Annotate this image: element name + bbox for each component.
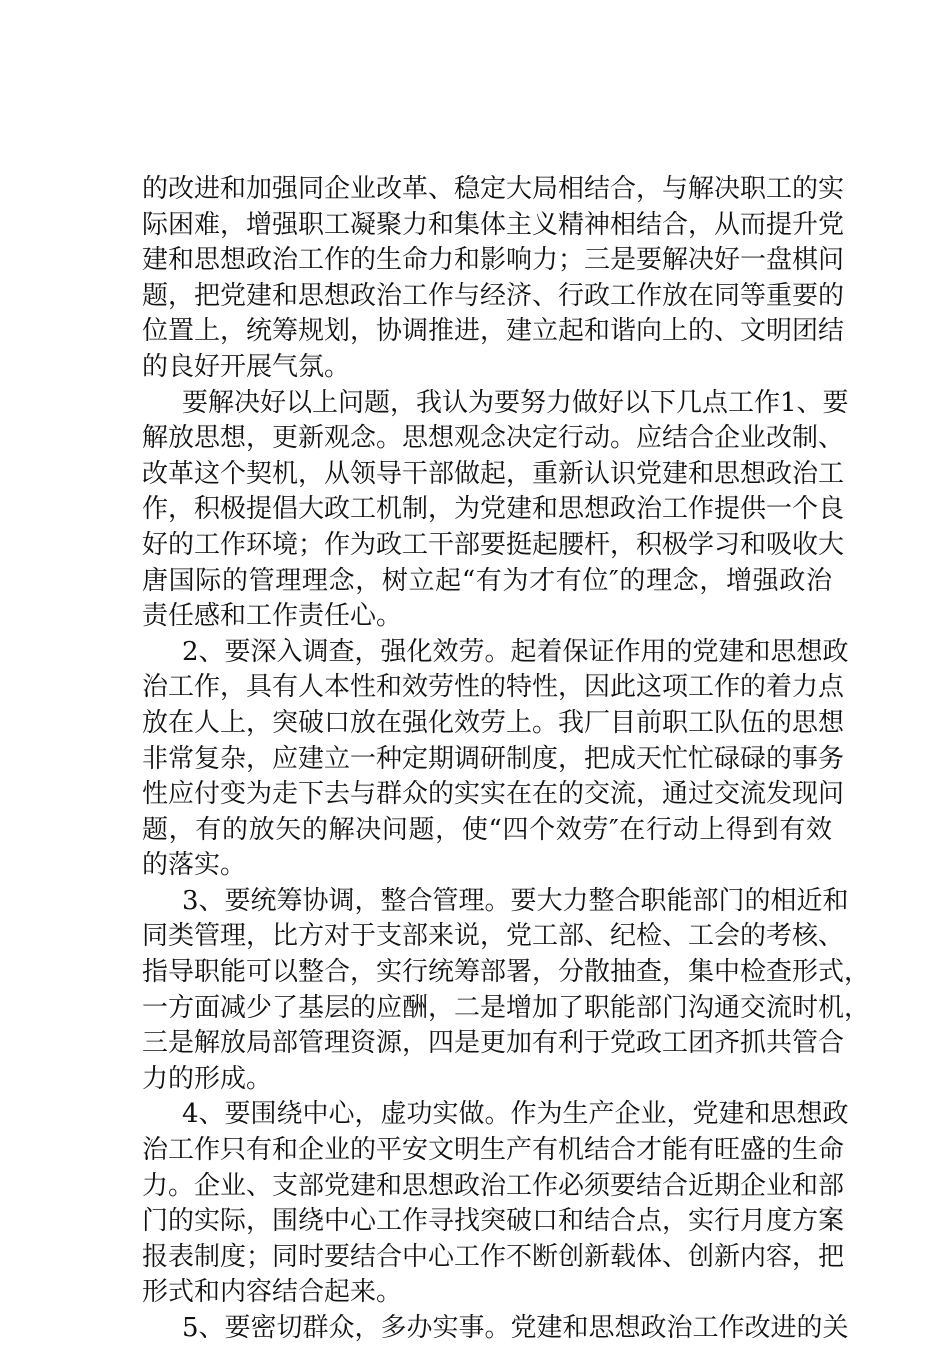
text-line: 解放思想，更新观念。思想观念决定行动。应结合企业改制、 bbox=[142, 423, 845, 454]
text-line: 题，有的放矢的解决问题，使“四个效劳″在行动上得到有效 bbox=[142, 814, 832, 845]
text-line: 形式和内容结合起来。 bbox=[142, 1277, 403, 1308]
text-line: 性应付变为走下去与群众的实实在在的交流，通过交流发现问 bbox=[142, 779, 845, 810]
document-body bbox=[142, 172, 871, 1347]
paragraph-first-line: 要解决好以上问题，我认为要努力做好以下几点工作1、要 bbox=[182, 387, 849, 418]
text-line: 的落实。 bbox=[142, 850, 247, 881]
text-line: 作，积极提倡大政工机制，为党建和思想政治工作提供一个良 bbox=[142, 494, 845, 525]
text-line: 指导职能可以整合，实行统筹部署，分散抽查，集中检查形式， bbox=[142, 957, 871, 988]
paragraph-first-line: 4、要围绕中心，虚功实做。作为生产企业，党建和思想政 bbox=[182, 1099, 849, 1130]
text-line: 建和思想政治工作的生命力和影响力；三是要解决好一盘棋问 bbox=[142, 245, 845, 276]
text-line: 放在人上，突破口放在强化效劳上。我厂目前职工队伍的思想 bbox=[142, 707, 845, 738]
text-line: 改革这个契机，从领导干部做起，重新认识党建和思想政治工 bbox=[142, 458, 845, 489]
text-line: 一方面减少了基层的应酬，二是增加了职能部门沟通交流时机， bbox=[142, 992, 871, 1023]
text-line: 好的工作环境；作为政工干部要挺起腰杆，积极学习和吸收大 bbox=[142, 529, 845, 560]
text-line: 力的形成。 bbox=[142, 1063, 273, 1094]
text-line: 的良好开展气氛。 bbox=[142, 351, 351, 382]
text-line: 的改进和加强同企业改革、稳定大局相结合，与解决职工的实 bbox=[142, 174, 845, 204]
text-line: 治工作，具有人本性和效劳性的特性，因此这项工作的着力点 bbox=[142, 672, 845, 703]
text-line: 题，把党建和思想政治工作与经济、行政工作放在同等重要的 bbox=[142, 280, 845, 311]
text-line: 际困难，增强职工凝聚力和集体主义精神相结合，从而提升党 bbox=[142, 209, 845, 240]
text-line: 非常复杂，应建立一种定期调研制度，把成天忙忙碌碌的事务 bbox=[142, 743, 845, 774]
text-line: 门的实际，围绕中心工作寻找突破口和结合点，实行月度方案 bbox=[142, 1206, 845, 1237]
text-line: 位置上，统筹规划，协调推进，建立起和谐向上的、文明团结 bbox=[142, 316, 845, 347]
text-line: 治工作只有和企业的平安文明生产有机结合才能有旺盛的生命 bbox=[142, 1135, 845, 1166]
text-line: 报表制度；同时要结合中心工作不断创新载体、创新内容，把 bbox=[142, 1241, 845, 1272]
text-line: 责任感和工作责任心。 bbox=[142, 601, 403, 632]
text-line: 力。企业、支部党建和思想政治工作必须要结合近期企业和部 bbox=[142, 1170, 845, 1201]
paragraph-first-line: 3、要统筹协调，整合管理。要大力整合职能部门的相近和 bbox=[182, 885, 849, 916]
paragraph-first-line: 2、要深入调查，强化效劳。起着保证作用的党建和思想政 bbox=[182, 636, 849, 667]
paragraph-first-line: 5、要密切群众，多办实事。党建和思想政治工作改进的关 bbox=[182, 1313, 849, 1343]
text-line: 唐国际的管理理念，树立起“有为才有位″的理念，增强政治 bbox=[142, 565, 832, 596]
text-line: 三是解放局部管理资源，四是更加有利于党政工团齐抓共管合 bbox=[142, 1028, 845, 1059]
text-line: 同类管理，比方对于支部来说，党工部、纪检、工会的考核、 bbox=[142, 921, 845, 952]
